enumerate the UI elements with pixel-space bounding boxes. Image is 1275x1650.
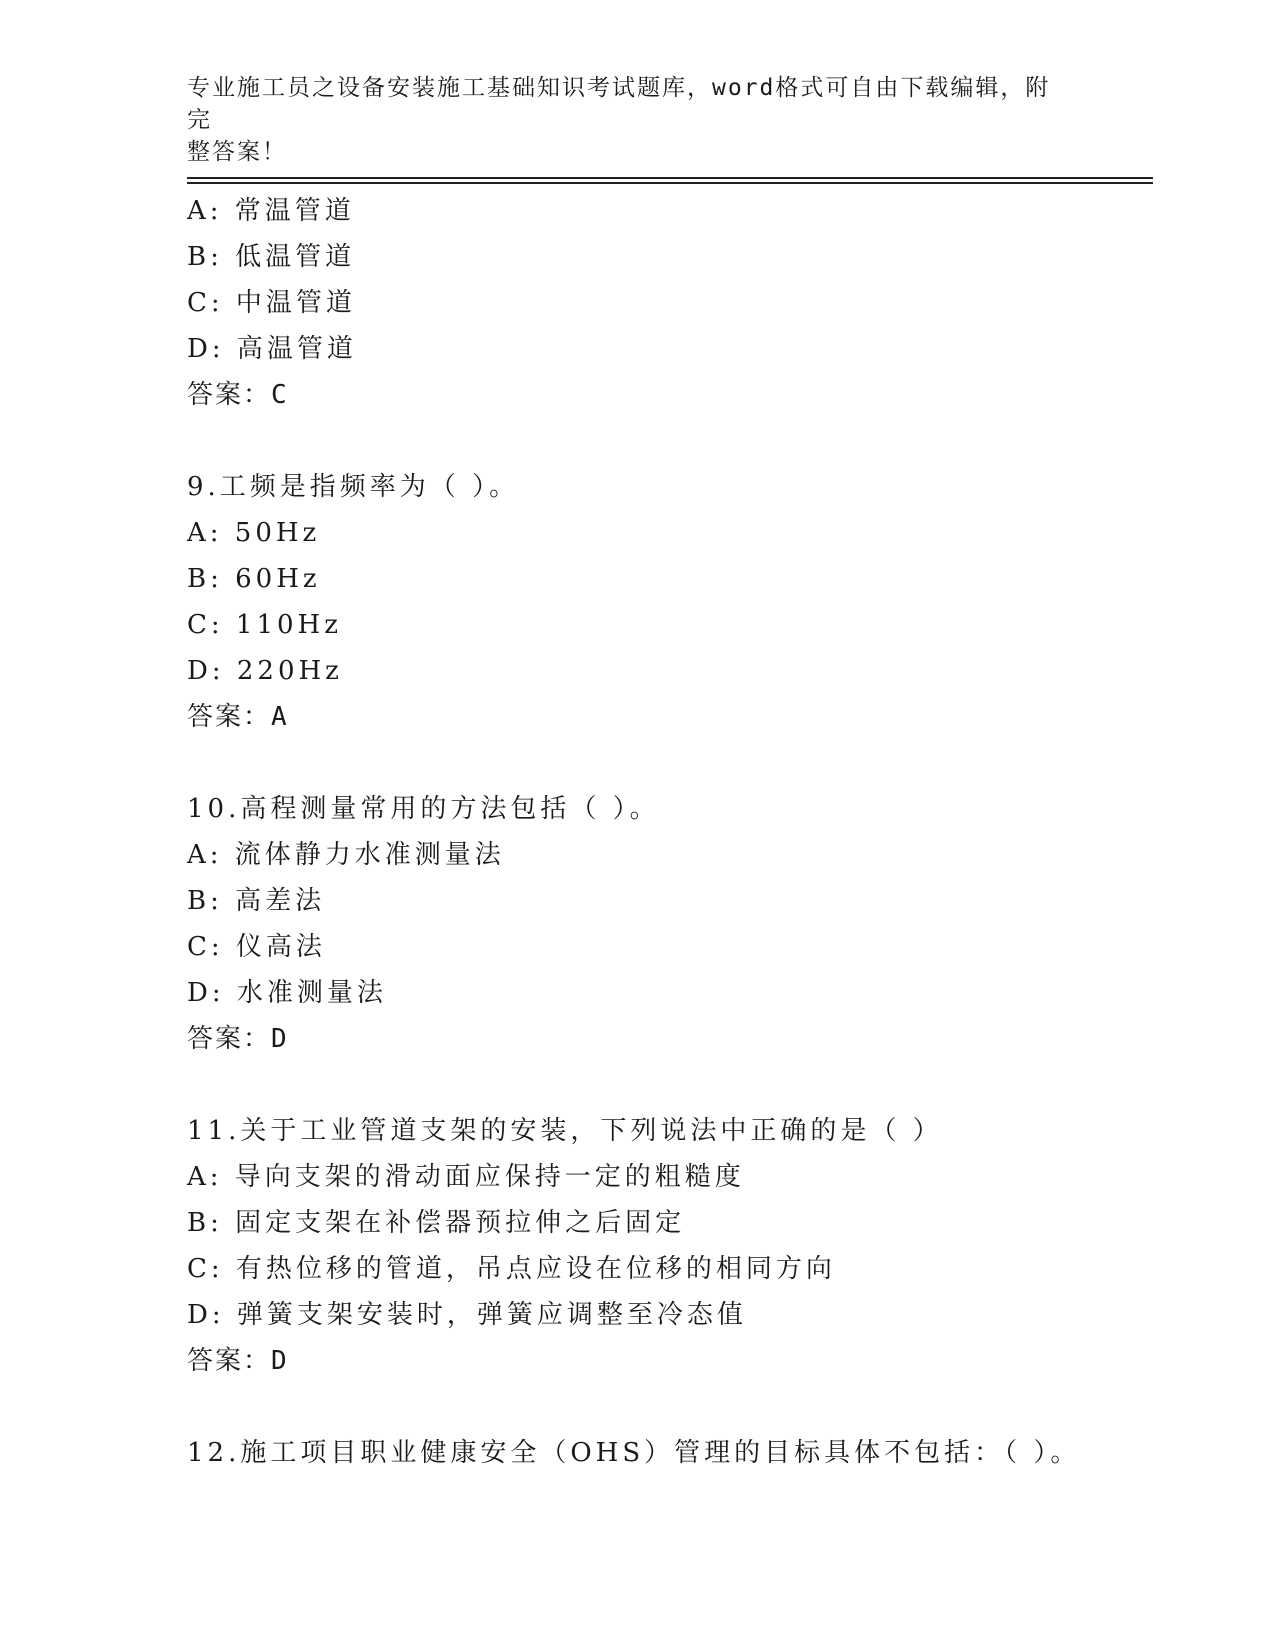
question-text: 9.工频是指频率为（ ）。 <box>187 472 520 502</box>
spacer <box>187 1384 1153 1430</box>
option-b: B: 低温管道 <box>187 242 356 272</box>
question-text: 10.高程测量常用的方法包括（ ）。 <box>187 794 660 824</box>
option-d: D: 高温管道 <box>187 334 357 364</box>
option-b: B: 固定支架在补偿器预拉伸之后固定 <box>187 1208 686 1238</box>
question-10 <box>187 786 1153 1062</box>
option-a: A: 50Hz <box>187 518 321 548</box>
option-b: B: 高差法 <box>187 886 326 916</box>
spacer <box>187 1062 1153 1108</box>
header-divider-bottom <box>187 182 1153 184</box>
answer: 答案：D <box>187 1346 289 1376</box>
question-12 <box>187 1430 1153 1476</box>
document-header <box>187 72 1067 168</box>
option-a: A: 导向支架的滑动面应保持一定的粗糙度 <box>187 1162 745 1192</box>
spacer <box>187 418 1153 464</box>
answer: 答案：D <box>187 1024 289 1054</box>
option-c: C: 仪高法 <box>187 932 326 962</box>
header-line-2: 整答案！ <box>187 139 287 165</box>
header-divider-top <box>187 177 1153 179</box>
spacer <box>187 740 1153 786</box>
option-d: D: 220Hz <box>187 656 343 686</box>
question-11 <box>187 1108 1153 1384</box>
answer: 答案：C <box>187 380 289 410</box>
option-d: D: 弹簧支架安装时，弹簧应调整至冷态值 <box>187 1300 747 1330</box>
option-c: C: 有热位移的管道，吊点应设在位移的相同方向 <box>187 1254 836 1284</box>
question-text: 12.施工项目职业健康安全（OHS）管理的目标具体不包括：（ ）。 <box>187 1438 1081 1468</box>
question-text: 11.关于工业管道支架的安装，下列说法中正确的是（ ） <box>187 1116 943 1146</box>
answer: 答案：A <box>187 702 289 732</box>
option-a: A: 常温管道 <box>187 196 355 226</box>
option-c: C: 中温管道 <box>187 288 356 318</box>
option-d: D: 水准测量法 <box>187 978 387 1008</box>
option-c: C: 110Hz <box>187 610 342 640</box>
question-8 <box>187 188 1153 418</box>
header-line-1: 专业施工员之设备安装施工基础知识考试题库，word格式可自由下载编辑，附完 <box>187 75 1051 133</box>
question-9 <box>187 464 1153 740</box>
option-a: A: 流体静力水准测量法 <box>187 840 505 870</box>
option-b: B: 60Hz <box>187 564 321 594</box>
question-list <box>187 188 1153 1476</box>
